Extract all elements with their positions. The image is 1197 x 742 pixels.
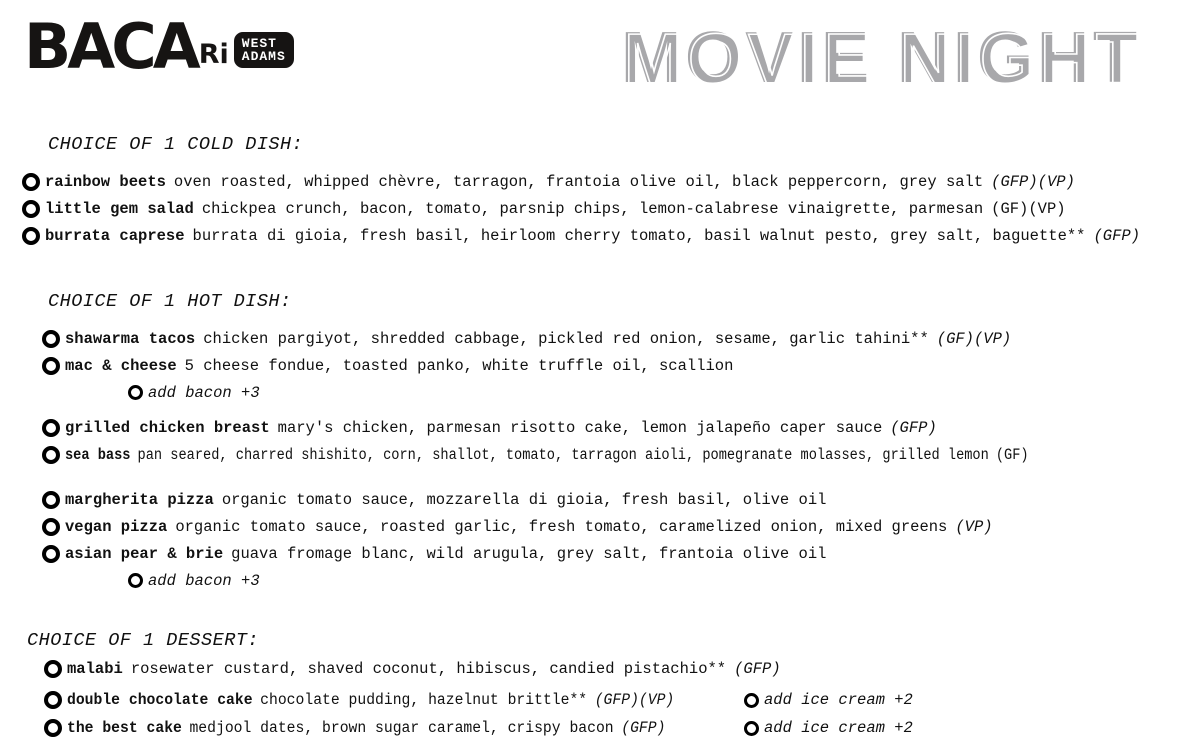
item-diet-tags: (GFP) [734,660,781,678]
menu-item-asian-pear-and-brie [42,540,1197,567]
logo-badge-line2: ADAMS [241,49,286,64]
section-heading-dessert: CHOICE OF 1 DESSERT: [27,630,260,651]
item-name: shawarma tacos [65,329,196,348]
addon-item-add-bacon-1 [128,379,1197,406]
item-desc: chocolate pudding, hazelnut brittle** [260,691,588,709]
menu-item-malabi [44,655,1197,683]
item-diet-tags: (VP) [955,517,993,536]
item-name: the best cake [67,719,182,737]
menu-item-little-gem-salad [22,195,1197,222]
choice-circle-little-gem-salad[interactable] [22,200,40,218]
item-name: burrata caprese [45,226,185,245]
choice-circle-sea-bass[interactable] [42,446,60,464]
item-name: vegan pizza [65,517,168,536]
choice-circle-vegan-pizza[interactable] [42,518,60,536]
item-desc: chickpea crunch, bacon, tomato, parsnip chips, lemon-calabrese vinaigrette, parmesan [201,199,984,218]
menu-item-double-chocolate-cake [44,686,1197,714]
choice-circle-grilled-chicken-breast[interactable] [42,419,60,437]
item-name: sea bass [65,445,131,464]
page-header [0,0,1197,108]
choice-circle-mac-and-cheese[interactable] [42,357,60,375]
page-title: MOVIE NIGHT MOVIE NIGHT [621,22,1141,94]
menu-item-sea-bass [42,441,1197,468]
item-desc: 5 cheese fondue, toasted panko, white truffle oil, scallion [184,356,734,375]
section-cold-dish [22,134,1197,249]
bacari-logo [24,12,294,82]
choice-circle-add-ice-cream-1[interactable] [744,693,759,708]
item-name: double chocolate cake [67,691,253,709]
choice-circle-shawarma-tacos[interactable] [42,330,60,348]
item-diet-tags: (GFP) [890,418,937,437]
choice-circle-the-best-cake[interactable] [44,719,62,737]
item-name: grilled chicken breast [65,418,270,437]
section-heading-cold: CHOICE OF 1 COLD DISH: [48,134,304,155]
item-desc: organic tomato sauce, mozzarella di gioia, fresh basil, olive oil [221,490,827,509]
choice-circle-add-bacon-1[interactable] [128,385,143,400]
choice-circle-malabi[interactable] [44,660,62,678]
item-name: mac & cheese [65,356,177,375]
logo-badge-line1: WEST [241,36,277,51]
item-diet-tags: (GF)(VP) [991,199,1066,218]
choice-circle-rainbow-beets[interactable] [22,173,40,191]
item-desc: burrata di gioia, fresh basil, heirloom cherry tomato, basil walnut pesto, grey salt, baguette** [192,226,1086,245]
addon-label: add ice cream +2 [764,719,913,737]
item-name: margherita pizza [65,490,214,509]
item-desc: mary's chicken, parmesan risotto cake, lemon jalapeño caper sauce [277,418,883,437]
item-desc: medjool dates, brown sugar caramel, crispy bacon [189,719,614,737]
item-diet-tags: (GF) [995,445,1029,464]
menu-item-rainbow-beets [22,168,1197,195]
choice-circle-double-chocolate-cake[interactable] [44,691,62,709]
section-hot-dish [22,291,1197,594]
choice-circle-add-bacon-2[interactable] [128,573,143,588]
item-diet-tags: (GFP) [1093,226,1140,245]
item-name: rainbow beets [45,172,166,191]
item-desc: guava fromage blanc, wild arugula, grey salt, frantoia olive oil [231,544,827,563]
item-desc: pan seared, charred shishito, corn, shallot, tomato, tarragon aioli, pomegranate molasses, grilled lemon [137,445,989,464]
addon-label: add bacon +3 [148,571,260,590]
menu-item-mac-and-cheese [42,352,1197,379]
menu [0,134,1197,742]
menu-item-the-best-cake [44,714,1197,742]
item-diet-tags: (GFP)(VP) [594,691,675,709]
menu-item-grilled-chicken-breast [42,414,1197,441]
item-diet-tags: (GFP)(VP) [991,172,1075,191]
item-desc: organic tomato sauce, roasted garlic, fresh tomato, caramelized onion, mixed greens [175,517,948,536]
item-desc: chicken pargiyot, shredded cabbage, pickled red onion, sesame, garlic tahini** [203,329,929,348]
logo-wordmark: BACA [24,10,197,83]
menu-item-burrata-caprese [22,222,1197,249]
addon-label: add bacon +3 [148,383,260,402]
item-name: little gem salad [45,199,194,218]
logo-location-badge [234,32,294,68]
menu-item-margherita-pizza [42,486,1197,513]
choice-circle-add-ice-cream-2[interactable] [744,721,759,736]
addon-item-add-ice-cream-1 [744,686,913,714]
item-desc: oven roasted, whipped chèvre, tarragon, frantoia olive oil, black peppercorn, grey salt [173,172,984,191]
addon-label: add ice cream +2 [764,691,913,709]
item-name: asian pear & brie [65,544,224,563]
item-diet-tags: (GFP) [621,719,666,737]
choice-circle-margherita-pizza[interactable] [42,491,60,509]
menu-item-shawarma-tacos [42,325,1197,352]
section-heading-hot: CHOICE OF 1 HOT DISH: [48,291,292,312]
logo-wordmark-tail: Ri [198,38,229,70]
section-dessert [22,630,1197,742]
item-desc: rosewater custard, shaved coconut, hibiscus, candied pistachio** [130,660,727,678]
choice-circle-asian-pear-and-brie[interactable] [42,545,60,563]
addon-item-add-bacon-2 [128,567,1197,594]
menu-item-vegan-pizza [42,513,1197,540]
choice-circle-burrata-caprese[interactable] [22,227,40,245]
addon-item-add-ice-cream-2 [744,714,913,742]
item-name: malabi [67,660,123,678]
item-diet-tags: (GF)(VP) [936,329,1012,348]
